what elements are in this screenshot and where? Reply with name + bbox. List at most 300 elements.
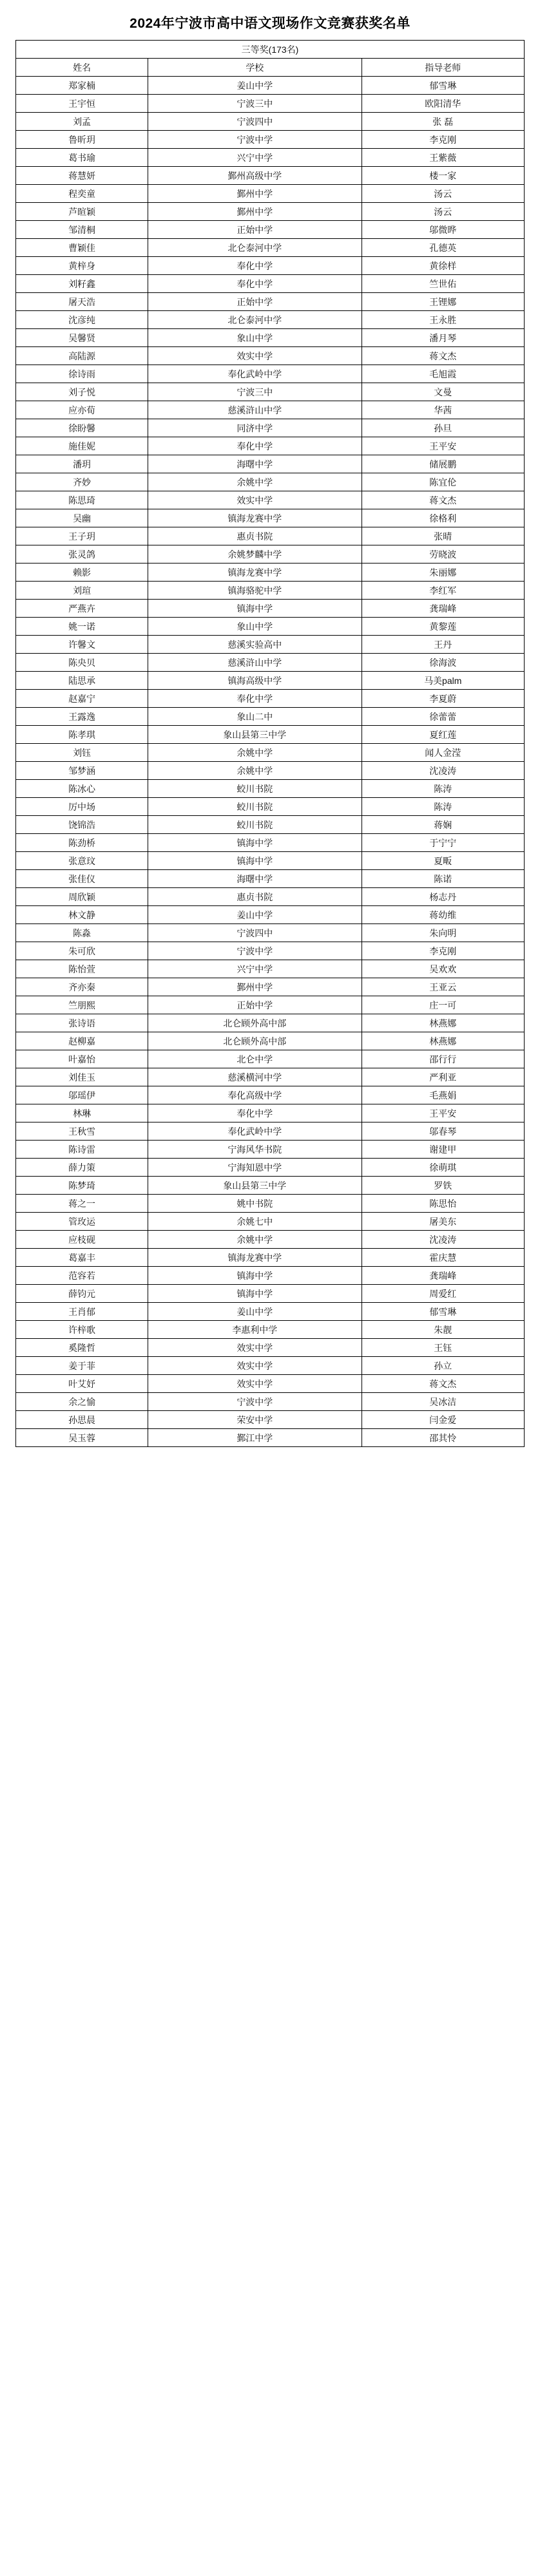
cell-school: 鄞州中学 [148,203,362,221]
cell-school: 姜山中学 [148,1303,362,1321]
cell-school: 慈溪浒山中学 [148,401,362,419]
cell-teacher: 黄黎莲 [362,618,525,636]
cell-name: 刘孟 [16,113,148,131]
cell-teacher: 潘月琴 [362,329,525,347]
table-row [16,419,525,437]
cell-teacher: 毛旭霞 [362,365,525,383]
cell-school: 奉化武岭中学 [148,365,362,383]
cell-name: 管玫运 [16,1213,148,1231]
cell-school: 姚中书院 [148,1195,362,1213]
cell-school: 慈溪实验高中 [148,636,362,654]
cell-teacher: 郁雪琳 [362,1303,525,1321]
cell-name: 朱可欣 [16,942,148,960]
cell-school: 惠贞书院 [148,527,362,545]
cell-teacher: 陈宜伦 [362,473,525,491]
cell-teacher: 蒋文杰 [362,347,525,365]
cell-teacher: 沈凌涛 [362,762,525,780]
cell-teacher: 王亚云 [362,978,525,996]
cell-name: 张诗语 [16,1014,148,1032]
table-row [16,834,525,852]
cell-teacher: 严利亚 [362,1068,525,1086]
page-title: 2024年宁波市高中语文现场作文竞赛获奖名单 [130,16,410,31]
cell-teacher: 龚瑞峰 [362,1267,525,1285]
cell-name: 周欣颖 [16,888,148,906]
cell-teacher: 于宁宁 [362,834,525,852]
cell-teacher: 林燕娜 [362,1014,525,1032]
table-row [16,924,525,942]
column-header-name: 姓名 [16,59,148,77]
cell-teacher: 王锂娜 [362,293,525,311]
cell-teacher: 邬春琴 [362,1122,525,1141]
table-row [16,672,525,690]
cell-school: 镇海中学 [148,600,362,618]
cell-school: 慈溪横河中学 [148,1068,362,1086]
cell-teacher: 孙旦 [362,419,525,437]
table-row [16,600,525,618]
cell-teacher: 陈涛 [362,798,525,816]
cell-school: 宁海知恩中学 [148,1159,362,1177]
cell-teacher: 孔德英 [362,239,525,257]
cell-school: 奉化中学 [148,275,362,293]
cell-name: 蒋之一 [16,1195,148,1213]
cell-name: 姚一诺 [16,618,148,636]
cell-teacher: 毛燕娟 [362,1086,525,1104]
table-row [16,1014,525,1032]
cell-name: 王子玥 [16,527,148,545]
cell-name: 高陆源 [16,347,148,365]
cell-school: 余姚梦麟中学 [148,545,362,564]
cell-school: 北仑泰河中学 [148,239,362,257]
cell-name: 王肖郁 [16,1303,148,1321]
cell-name: 徐盼馨 [16,419,148,437]
cell-name: 王露逸 [16,708,148,726]
cell-teacher: 屠美东 [362,1213,525,1231]
cell-school: 镇海中学 [148,1267,362,1285]
cell-school: 镇海中学 [148,852,362,870]
cell-school: 蛟川书院 [148,798,362,816]
cell-school: 余姚中学 [148,1231,362,1249]
table-row [16,1032,525,1050]
cell-teacher: 吴冰洁 [362,1393,525,1411]
award-band-label: 三等奖(173名) [16,41,525,59]
cell-name: 蒋慧妍 [16,167,148,185]
table-row [16,1267,525,1285]
table-row [16,545,525,564]
table-row [16,77,525,95]
table-row [16,654,525,672]
table-row [16,852,525,870]
cell-name: 赵嘉宁 [16,690,148,708]
cell-school: 镇海龙赛中学 [148,509,362,527]
cell-school: 效实中学 [148,1339,362,1357]
table-row [16,1375,525,1393]
cell-school: 宁波四中 [148,924,362,942]
cell-name: 吴幽 [16,509,148,527]
cell-name: 陈诗雷 [16,1141,148,1159]
cell-teacher: 蒋文杰 [362,491,525,509]
column-header-teacher: 指导老师 [362,59,525,77]
cell-name: 芦暄颖 [16,203,148,221]
cell-name: 叶嘉怡 [16,1050,148,1068]
cell-name: 吴馨贤 [16,329,148,347]
cell-name: 严燕卉 [16,600,148,618]
cell-teacher: 徐格利 [362,509,525,527]
cell-name: 沈彦纯 [16,311,148,329]
cell-school: 余姚七中 [148,1213,362,1231]
cell-school: 奉化武岭中学 [148,1122,362,1141]
table-row [16,455,525,473]
cell-teacher: 谢建甲 [362,1141,525,1159]
cell-teacher: 华茜 [362,401,525,419]
table-row [16,95,525,113]
cell-teacher: 李夏蔚 [362,690,525,708]
cell-name: 王秋雪 [16,1122,148,1141]
cell-name: 郑家楠 [16,77,148,95]
cell-school: 姜山中学 [148,906,362,924]
cell-teacher: 陈思怡 [362,1195,525,1213]
cell-school: 效实中学 [148,347,362,365]
table-row [16,473,525,491]
cell-name: 张佳仪 [16,870,148,888]
cell-teacher: 陈诺 [362,870,525,888]
table-row [16,239,525,257]
cell-school: 宁波四中 [148,113,362,131]
cell-school: 兴宁中学 [148,960,362,978]
cell-name: 竺朋熙 [16,996,148,1014]
cell-school: 宁波三中 [148,95,362,113]
cell-teacher: 吴欢欢 [362,960,525,978]
table-row [16,401,525,419]
cell-name: 葛嘉丰 [16,1249,148,1267]
cell-school: 奉化中学 [148,690,362,708]
table-row [16,1411,525,1429]
cell-teacher: 李克刚 [362,131,525,149]
cell-teacher: 竺世佑 [362,275,525,293]
cell-school: 奉化高级中学 [148,1086,362,1104]
cell-teacher: 林燕娜 [362,1032,525,1050]
table-row [16,960,525,978]
cell-name: 陈央贝 [16,654,148,672]
cell-teacher: 蒋娴 [362,816,525,834]
cell-name: 徐诗雨 [16,365,148,383]
cell-school: 奉化中学 [148,437,362,455]
cell-school: 余姚中学 [148,744,362,762]
table-row [16,582,525,600]
table-row [16,618,525,636]
cell-school: 镇海中学 [148,834,362,852]
cell-teacher: 王平安 [362,1104,525,1122]
cell-name: 施佳妮 [16,437,148,455]
cell-teacher: 李克刚 [362,942,525,960]
cell-teacher: 朱丽娜 [362,564,525,582]
cell-teacher: 马美palm [362,672,525,690]
cell-teacher: 孙立 [362,1357,525,1375]
cell-teacher: 欧阳清华 [362,95,525,113]
table-row [16,1122,525,1141]
cell-school: 正始中学 [148,293,362,311]
cell-school: 余姚中学 [148,473,362,491]
cell-school: 象山中学 [148,618,362,636]
table-row [16,942,525,960]
cell-name: 陈怡萱 [16,960,148,978]
cell-teacher: 霍庆慧 [362,1249,525,1267]
cell-name: 刘子悦 [16,383,148,401]
cell-teacher: 夏红莲 [362,726,525,744]
cell-school: 北仑泰河中学 [148,311,362,329]
table-row [16,780,525,798]
table-row [16,1068,525,1086]
table-row [16,1086,525,1104]
cell-name: 刘瑄 [16,582,148,600]
cell-name: 陆思承 [16,672,148,690]
table-row [16,383,525,401]
cell-teacher: 闻人金滢 [362,744,525,762]
cell-school: 镇海龙赛中学 [148,564,362,582]
cell-name: 邬瑶伊 [16,1086,148,1104]
cell-name: 余之愉 [16,1393,148,1411]
table-header-row [16,59,525,77]
cell-school: 镇海骆驼中学 [148,582,362,600]
cell-school: 北仑中学 [148,1050,362,1068]
table-row [16,1213,525,1231]
table-row [16,491,525,509]
cell-name: 奚隆哲 [16,1339,148,1357]
cell-name: 陈梦琦 [16,1177,148,1195]
cell-teacher: 张晴 [362,527,525,545]
table-row [16,726,525,744]
table-row [16,1195,525,1213]
cell-name: 叶艾妤 [16,1375,148,1393]
table-row [16,996,525,1014]
table-row [16,1177,525,1195]
cell-name: 黄梓身 [16,257,148,275]
cell-name: 鲁昕玥 [16,131,148,149]
table-row [16,329,525,347]
cell-teacher: 王紫薇 [362,149,525,167]
table-row [16,437,525,455]
cell-school: 兴宁中学 [148,149,362,167]
cell-name: 应枝砚 [16,1231,148,1249]
cell-name: 张灵鸽 [16,545,148,564]
award-band-row [16,41,525,59]
cell-name: 陈冰心 [16,780,148,798]
table-row [16,906,525,924]
cell-school: 象山县第三中学 [148,1177,362,1195]
cell-school: 象山县第三中学 [148,726,362,744]
cell-name: 刘佳玉 [16,1068,148,1086]
cell-teacher: 朱向明 [362,924,525,942]
table-row [16,275,525,293]
cell-school: 正始中学 [148,996,362,1014]
table-row [16,1141,525,1159]
table-row [16,1050,525,1068]
cell-name: 林文静 [16,906,148,924]
cell-teacher: 闫金爱 [362,1411,525,1429]
cell-name: 陈孝琪 [16,726,148,744]
cell-teacher: 庄一可 [362,996,525,1014]
table-row [16,1159,525,1177]
cell-school: 李惠利中学 [148,1321,362,1339]
cell-school: 鄞江中学 [148,1429,362,1447]
cell-name: 刘钰 [16,744,148,762]
cell-school: 镇海龙赛中学 [148,1249,362,1267]
table-row [16,1303,525,1321]
cell-school: 效实中学 [148,1375,362,1393]
table-row [16,509,525,527]
cell-teacher: 楼一家 [362,167,525,185]
cell-name: 薛力策 [16,1159,148,1177]
cell-teacher: 邬微晔 [362,221,525,239]
cell-school: 宁波中学 [148,942,362,960]
table-row [16,690,525,708]
table-row [16,708,525,726]
cell-school: 海曙中学 [148,870,362,888]
cell-school: 效实中学 [148,491,362,509]
cell-school: 象山中学 [148,329,362,347]
cell-school: 蛟川书院 [148,816,362,834]
table-row [16,978,525,996]
table-row [16,185,525,203]
table-row [16,221,525,239]
cell-school: 北仑顾外高中部 [148,1032,362,1050]
table-row [16,1231,525,1249]
cell-teacher: 夏畈 [362,852,525,870]
cell-name: 陈劲桥 [16,834,148,852]
table-row [16,1249,525,1267]
table-row [16,527,525,545]
cell-teacher: 李红军 [362,582,525,600]
cell-name: 赵柳嘉 [16,1032,148,1050]
table-row [16,1285,525,1303]
table-row [16,888,525,906]
cell-teacher: 徐萌琪 [362,1159,525,1177]
cell-teacher: 文曼 [362,383,525,401]
cell-teacher: 杨志丹 [362,888,525,906]
cell-teacher: 朱靓 [362,1321,525,1339]
cell-name: 饶锦浩 [16,816,148,834]
table-row [16,1104,525,1122]
cell-school: 宁波中学 [148,131,362,149]
cell-name: 潘玥 [16,455,148,473]
cell-name: 应亦荀 [16,401,148,419]
cell-school: 蛟川书院 [148,780,362,798]
table-row [16,131,525,149]
cell-name: 薛钧元 [16,1285,148,1303]
table-row [16,798,525,816]
cell-teacher: 王钰 [362,1339,525,1357]
cell-name: 曹颖佳 [16,239,148,257]
cell-teacher: 张 磊 [362,113,525,131]
table-row [16,816,525,834]
cell-name: 厉中场 [16,798,148,816]
table-row [16,113,525,131]
cell-name: 屠天浩 [16,293,148,311]
cell-school: 同济中学 [148,419,362,437]
cell-teacher: 郁雪琳 [362,77,525,95]
table-row [16,1321,525,1339]
cell-teacher: 汤云 [362,203,525,221]
cell-name: 邹清桐 [16,221,148,239]
cell-school: 奉化中学 [148,1104,362,1122]
cell-teacher: 蒋幼维 [362,906,525,924]
cell-teacher: 沈凌涛 [362,1231,525,1249]
cell-school: 镇海中学 [148,1285,362,1303]
cell-school: 北仑顾外高中部 [148,1014,362,1032]
table-row [16,1393,525,1411]
cell-name: 邹梦涵 [16,762,148,780]
cell-name: 吴玉蓉 [16,1429,148,1447]
table-row [16,1357,525,1375]
column-header-school: 学校 [148,59,362,77]
award-list-table [15,40,525,1447]
cell-name: 陈思琦 [16,491,148,509]
cell-teacher: 龚瑞峰 [362,600,525,618]
cell-teacher: 黄徐样 [362,257,525,275]
table-row [16,149,525,167]
table-row [16,365,525,383]
cell-teacher: 汤云 [362,185,525,203]
cell-school: 慈溪浒山中学 [148,654,362,672]
table-row [16,167,525,185]
cell-school: 余姚中学 [148,762,362,780]
cell-name: 陈淼 [16,924,148,942]
table-row [16,870,525,888]
cell-school: 鄞州中学 [148,185,362,203]
cell-teacher: 邵行行 [362,1050,525,1068]
cell-school: 姜山中学 [148,77,362,95]
cell-school: 鄞州中学 [148,978,362,996]
table-row [16,762,525,780]
cell-name: 程奕童 [16,185,148,203]
cell-teacher: 王平安 [362,437,525,455]
cell-name: 姜于菲 [16,1357,148,1375]
cell-teacher: 罗铁 [362,1177,525,1195]
cell-teacher: 王永胜 [362,311,525,329]
table-row [16,257,525,275]
cell-name: 许馨文 [16,636,148,654]
table-row [16,293,525,311]
table-row [16,311,525,329]
cell-name: 齐亦秦 [16,978,148,996]
cell-school: 奉化中学 [148,257,362,275]
cell-school: 宁海风华书院 [148,1141,362,1159]
cell-teacher: 徐海波 [362,654,525,672]
cell-name: 许梓歌 [16,1321,148,1339]
cell-school: 宁波中学 [148,1393,362,1411]
award-table-body [16,41,525,1447]
cell-name: 林琳 [16,1104,148,1122]
table-row [16,744,525,762]
cell-school: 惠贞书院 [148,888,362,906]
cell-name: 范容若 [16,1267,148,1285]
cell-name: 孙思晨 [16,1411,148,1429]
cell-name: 王宇恒 [16,95,148,113]
cell-name: 齐妙 [16,473,148,491]
table-row [16,203,525,221]
cell-teacher: 劳晓波 [362,545,525,564]
cell-teacher: 蒋文杰 [362,1375,525,1393]
table-row [16,347,525,365]
cell-teacher: 周爱红 [362,1285,525,1303]
cell-name: 葛书瑜 [16,149,148,167]
cell-teacher: 邵其怜 [362,1429,525,1447]
table-row [16,1339,525,1357]
table-row [16,564,525,582]
cell-teacher: 陈涛 [362,780,525,798]
cell-school: 荣安中学 [148,1411,362,1429]
table-row [16,1429,525,1447]
cell-school: 海曙中学 [148,455,362,473]
